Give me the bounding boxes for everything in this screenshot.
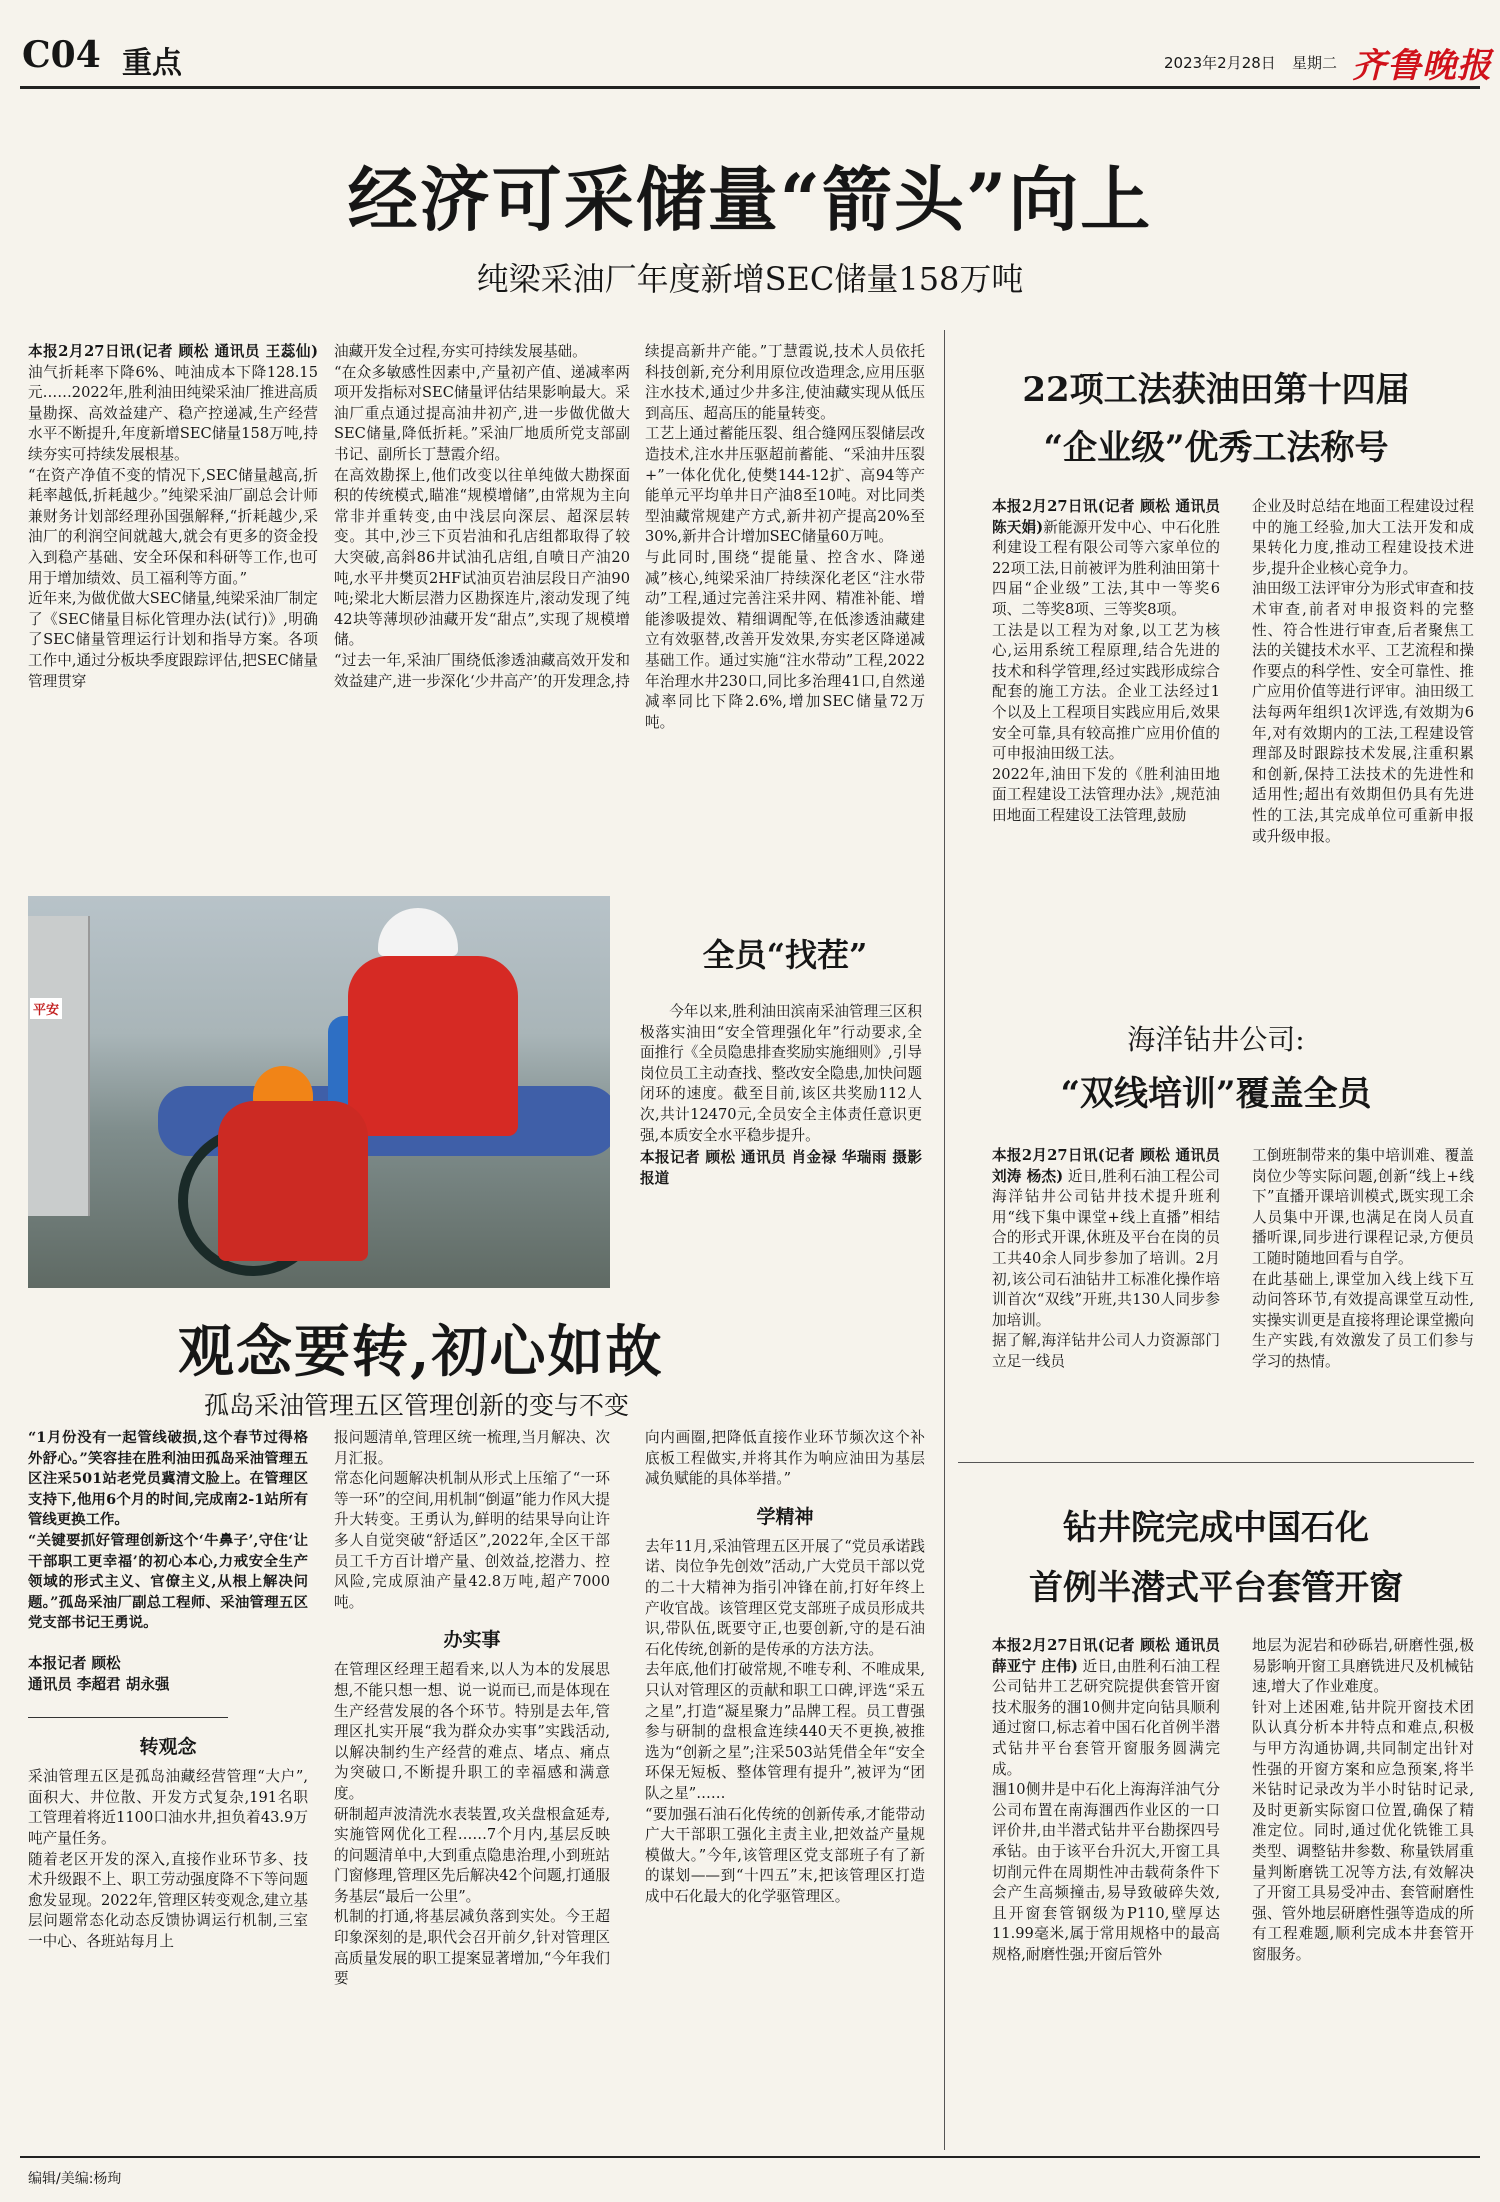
guannian-text-3a: 向内画圈,把降低直接作业环节频次这个补底板工程做实,并将其作为响应油田为基层减负赋能的具体举措。”	[645, 1429, 925, 1488]
zuanjing-byline: 本报2月27日讯(记者 顾松 通讯员 薛亚宁 庄伟)	[992, 1637, 1220, 1675]
guannian-credit-2: 通讯员 李超君 胡永强	[28, 1675, 170, 1693]
zhaocha-column	[640, 1002, 922, 1189]
newspaper-logo: 齐鲁晚报	[1352, 46, 1492, 86]
guannian-text-3b: 去年11月,采油管理五区开展了“党员承诺践诺、岗位争先创效”活动,广大党员干部以党的二十大精神为指引冲锋在前,打好年终上产收官战。该管理区党支部班子成员形成共识,带队伍,既要守正,也要创新,守的是石油石化传统,创新的是传承的方法方法。 去年底,他们打破常规,不唯专利、不唯成果,只认对管理区的贡献和职工口碑,评选“采五之星”,打造“凝星聚力”品牌工程。员工曹强参与研制的盘根盒连续440天不更换,被推选为“创新之星”;注采503站凭借全年“安全环保无短板、整体管理有提升”,被评为“团队之星”…… “要加强石油石化传统的创新传承,才能带动广大干部职工强化主责主业,把效益产量规模做大。”今年,该管理区党支部班子有了新的谋划——到“十四五”末,把该管理区打造成中石化最大的化学驱管理区。	[645, 1537, 925, 1905]
haiyang-byline: 本报2月27日讯(记者 顾松 通讯员 刘涛 杨杰)	[992, 1147, 1220, 1185]
gongfa-headline-1: 22项工法获油田第十四届	[1022, 370, 1410, 410]
section-head-xue: 学精神	[756, 1505, 814, 1528]
zhaocha-text: 今年以来,胜利油田滨南采油管理三区积极落实油田“安全管理强化年”行动要求,全面推行《全员隐患排查奖励实施细则》,引导岗位员工主动查找、整改安全隐患,加快问题闭环的速度。截至目前,该区共奖励112人次,共计12470元,全员安全主体责任意识更强,本质安全水平稳步提升。	[640, 1003, 922, 1144]
guannian-column-2	[334, 1428, 610, 1990]
lead-subheadline: 纯梁采油厂年度新增SEC储量158万吨	[476, 260, 1024, 298]
guannian-subheadline: 孤岛采油管理五区管理创新的变与不变	[204, 1391, 630, 1420]
zuanjing-text-1: 近日,由胜利石油工程公司钻井工艺研究院提供套管开窗技术服务的涠10侧井定向钻具顺利通过窗口,标志着中国石化首例半潜式钻井平台套管开窗服务圆满完成。 涠10侧井是中石化上海海洋油气分公司布置在南海涠西作业区的一口评价井,由半潜式钻井平台勘探四号承钻。由于该平台升沉大,开窗工具切削元件在周期性冲击载荷条件下会产生高频撞击,易导致破碎失效,且开窗套管钢级为P110,壁厚达11.99毫米,属于常用规格中的最高规格,耐磨性强;开窗后管外	[992, 1657, 1220, 1963]
guannian-text-2b: 在管理区经理王超看来,以人为本的发展思想,不能只想一想、说一说而已,而是体现在生产经营发展的各个环节。特别是去年,管理区扎实开展“我为群众办实事”实践活动,以解决制约生产经营的难点、堵点、痛点为突破口,不断提升职工的幸福感和满意度。 研制超声波清洗水表装置,攻关盘根盒延寿,实施管网优化工程……7个月内,基层反映的问题清单中,大到重点隐患治理,小到班站门窗修理,管理区先后解决42个问题,打通服务基层“最后一公里”。 机制的打通,将基层减负落到实处。今王超印象深刻的是,职代会召开前夕,针对管理区高质量发展的职工提案显著增加,“今年我们要	[334, 1661, 610, 1988]
lead-column-1	[28, 342, 318, 692]
guannian-text-2a: 报问题清单,管理区统一梳理,当月解决、次月汇报。 常态化问题解决机制从形式上压缩了“一环等一环”的空间,用机制“倒逼”能力作风大提升大转变。王勇认为,鲜明的结果导向让许多人自觉突破“舒适区”,2022年,全区干部员工千方百计增产量、创效益,挖潜力、控风险,完成原油产量42.8万吨,超产7000吨。	[334, 1429, 610, 1611]
worker-1-body	[348, 956, 518, 1136]
lead-text-1: 油气折耗率下降6%、吨油成本下降128.15元……2022年,胜利油田纯梁采油厂推进高质量勘探、高效益建产、稳产控递减,生产经营水平不断提升,年度新增SEC储量158万吨,持续夯实可持续发展根基。 “在资产净值不变的情况下,SEC储量越高,折耗率越低,折耗越少。”纯梁采油厂副总会计师兼财务计划部经理孙国强解释,“折耗越少,采油厂的利润空间就越大,就会有更多的资金投入到稳产基础、安全环保和科研等工作,也可用于增加绩效、员工福利等方面。” 近年来,为做优做大SEC储量,纯梁采油厂制定了《SEC储量目标化管理办法(试行)》,明确了SEC储量管理运行计划和指导方案。各项工作中,通过分板块季度跟踪评估,把SEC储量管理贯穿	[28, 363, 318, 690]
haiyang-column-1	[992, 1146, 1220, 1373]
haiyang-headline: “双线培训”覆盖全员	[1060, 1074, 1372, 1114]
lead-byline: 本报2月27日讯(记者 顾松 通讯员 王蕊仙)	[28, 343, 318, 360]
zuanjing-text-2: 地层为泥岩和砂砾岩,研磨性强,极易影响开窗工具磨铣进尺及机械钻速,增大了作业难度。 针对上述困难,钻井院开窗技术团队认真分析本井特点和难点,积极与甲方沟通协调,共同制定出针对性强的开窗方案和应急预案,将半米钻时记录改为半小时钻时记录,及时更新实际窗口位置,确保了精准定位。同时,通过优化铣锥工具类型、调整钻井参数、称量铁屑重量判断磨铣工况等方法,有效解决了开窗工具易受冲击、套管耐磨性强、管外地层研磨性强等造成的所有工程难题,顺利完成本井套管开窗服务。	[1252, 1637, 1474, 1963]
zuanjing-top-rule	[958, 1462, 1474, 1463]
header-rule	[20, 86, 1480, 89]
guannian-column-3	[645, 1428, 925, 1907]
lead-text-3: 续提高新井产能。”丁慧霞说,技术人员依托科技创新,充分利用原位改造理念,应用压驱注水技术,通过少井多注,使油藏实现从低压到高压、超高压的能量转变。 工艺上通过蓄能压裂、组合缝网压裂储层改造技术,注水井压驱超前蓄能、“采油井压裂+”一体化优化,使樊144-12扩、高94等产能单元平均单井日产油8至10吨。对比同类型油藏常规建产方式,新井初产提高20%至30%,新井合计增加SEC储量60万吨。 与此同时,围绕“提能量、控含水、降递减”核心,纯梁采油厂持续深化老区“注水带动”工程,通过完善注采井网、精准补能、增能渗吸提效、精细调配等,在低渗透油藏建立有效驱替,改善开发效果,夯实老区降递减基础工作。通过实施“注水带动”工程,2022年治理水井230口,同比多治理41口,自然递减率同比下降2.6%,增加SEC储量72万吨。	[645, 343, 925, 731]
guannian-credit-rule	[28, 1717, 228, 1718]
photo-cabinet	[28, 916, 90, 1216]
haiyang-kicker: 海洋钻井公司:	[1127, 1023, 1305, 1056]
guannian-text-1: 采油管理五区是孤岛油藏经营管理“大户”,面积大、井位散、开发方式复杂,191名职工管理着将近1100口油水井,担负着43.9万吨产量任务。 随着老区开发的深入,直接作业环节多、技术升级跟不上、职工劳动强度降不下等问题愈发显现。2022年,管理区转变观念,建立基层问题常态化动态反馈协调运行机制,三室一中心、各班站每月上	[28, 1768, 308, 1950]
worker-2-body	[218, 1101, 368, 1261]
zuanjing-column-1	[992, 1636, 1220, 1966]
haiyang-text-2: 工倒班制带来的集中培训难、覆盖岗位少等实际问题,创新“线上+线下”直播开课培训模式,既实现工余人员集中开课,也满足在岗人员直播听课,同步进行课程记录,方便员工随时随地回看与自学。 在此基础上,课堂加入线上线下互动问答环节,有效提高课堂互动性,实操实训更是直接将理论课堂搬向生产实践,有效激发了员工们参与学习的热情。	[1252, 1147, 1474, 1370]
issue-weekday: 星期二	[1292, 54, 1338, 72]
haiyang-column-2	[1252, 1146, 1474, 1373]
gongfa-column-2	[1252, 497, 1474, 847]
zuanjing-headline-2: 首例半潜式平台套管开窗	[1029, 1568, 1403, 1608]
gongfa-byline: 本报2月27日讯(记者 顾松 通讯员 陈天娟)	[992, 498, 1220, 536]
editor-credit: 编辑/美编:杨珣	[28, 2171, 122, 2187]
zuanjing-column-2	[1252, 1636, 1474, 1966]
page-code: C04	[22, 34, 101, 76]
haiyang-text-1: 近日,胜利石油工程公司海洋钻井公司钻井技术提升班利用“线下集中课堂+线上直播”相结合的形式开课,休班及平台在岗的员工共40余人同步参加了培训。2月初,该公司石油钻井工标准化操作培训首次“双线”开班,共130人同步参加培训。 据了解,海洋钻井公司人力资源部门立足一线员	[992, 1167, 1221, 1370]
zhaocha-headline: 全员“找茬”	[702, 936, 868, 974]
lead-text-2: 油藏开发全过程,夯实可持续发展基础。 “在众多敏感性因素中,产量初产值、递减率两项开发指标对SEC储量评估结果影响最大。采油厂重点通过提高油井初产,进一步做优做大SEC储量,降低折耗。”采油厂地质所党支部副书记、副所长丁慧霞介绍。 在高效勘探上,他们改变以往单纯做大勘探面积的传统模式,瞄准“规模增储”,由常规为主向常非并重转变,由中浅层向深层、超深层转变。其中,沙三下页岩油和孔店组都取得了较大突破,高斜86井试油孔店组,自喷日产油20吨,水平井樊页2HF试油页岩油层段日产油90吨;梁北大断层潜力区勘探连片,滚动发现了纯42块等薄坝砂油藏开发“甜点”,实现了规模增储。 “过去一年,采油厂围绕低渗透油藏高效开发和效益建产,进一步深化‘少井高产’的开发理念,持	[334, 343, 630, 690]
gongfa-headline-2: “企业级”优秀工法称号	[1043, 428, 1389, 468]
gongfa-column-1	[992, 497, 1220, 827]
zhaocha-credit: 本报记者 顾松 通讯员 肖金禄 华瑞雨 摄影报道	[640, 1149, 922, 1187]
column-divider	[944, 330, 945, 2150]
lead-headline: 经济可采储量“箭头”向上	[347, 158, 1153, 241]
worker-1-helmet	[378, 908, 458, 956]
guannian-headline: 观念要转,初心如故	[178, 1319, 664, 1385]
news-photo	[28, 896, 610, 1288]
section-label: 重点	[122, 46, 182, 81]
section-head-zhuan: 转观念	[139, 1736, 197, 1759]
zuanjing-headline-1: 钻井院完成中国石化	[1063, 1508, 1369, 1548]
gongfa-text-2: 企业及时总结在地面工程建设过程中的施工经验,加大工法开发和成果转化力度,推动工程建设技术进步,提升企业核心竞争力。 油田级工法评审分为形式审查和技术审查,前者对申报资料的完整性、符合性进行审查,后者聚焦工法的关键技术水平、工艺流程和操作要点的科学性、安全可靠性、推广应用价值等进行评审。油田级工法每两年组织1次评选,有效期为6年,对有效期内的工法,工程建设管理部及时跟踪技术发展,注重积累和创新,保持工法技术的先进性和适用性;超出有效期但仍具有先进性的工法,其完成单位可重新申报或升级申报。	[1252, 498, 1474, 845]
footer-rule	[20, 2156, 1480, 2158]
guannian-column-1	[28, 1428, 308, 1952]
worker-2-helmet	[253, 1066, 313, 1104]
photo-sign: 平安	[30, 998, 62, 1019]
gongfa-text-1: 新能源开发中心、中石化胜利建设工程有限公司等六家单位的22项工法,日前被评为胜利油田第十四届“企业级”工法,其中一等奖6项、二等奖8项、三等奖8项。 工法是以工程为对象,以工艺为核心,运用系统工程原理,结合先进的技术和科学管理,经过实践形成综合配套的施工方法。企业工法经过1个以及上工程项目实践应用后,效果安全可靠,具有较高推广应用价值的可申报油田级工法。 2022年,油田下发的《胜利油田地面工程建设工法管理办法》,规范油田地面工程建设工法管理,鼓励	[992, 518, 1220, 824]
guannian-intro: “1月份没有一起管线破损,这个春节过得格外舒心。”笑容挂在胜利油田孤岛采油管理五区注采501站老党员冀清文脸上。在管理区支持下,他用6个月的时间,完成南2-1站所有管线更换工作。 “关键要抓好管理创新这个‘牛鼻子’,守住‘让干部职工更幸福’的初心本心,力戒安全生产领域的形式主义、官僚主义,从根上解决问题。”孤岛采油厂副总工程师、采油管理五区党支部书记王勇说。	[28, 1429, 308, 1632]
lead-column-3	[645, 342, 925, 733]
issue-date: 2023年2月28日	[1164, 54, 1276, 72]
section-head-ban: 办实事	[443, 1629, 501, 1652]
guannian-credit-1: 本报记者 顾松	[28, 1654, 121, 1672]
lead-column-2	[334, 342, 630, 692]
